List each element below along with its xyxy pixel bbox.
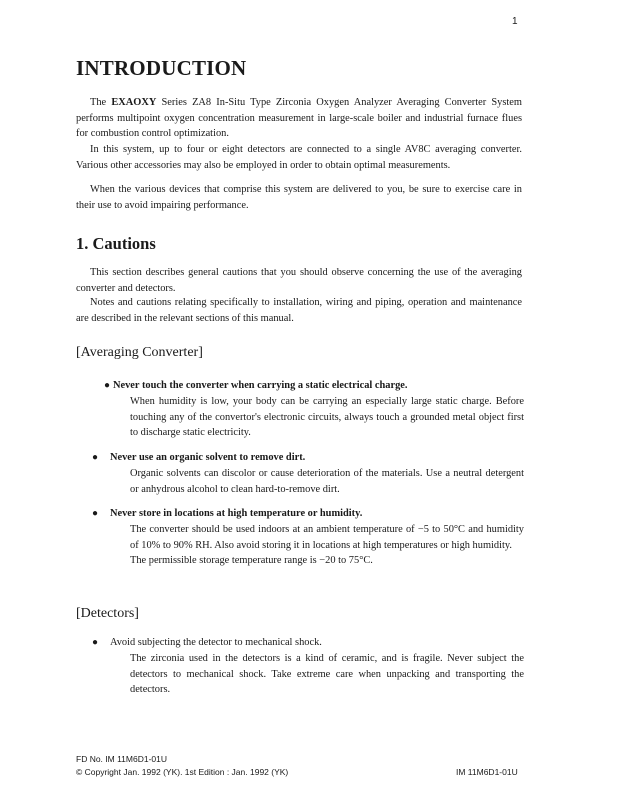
caution-item-heading: Never use an organic solvent to remove dirt. xyxy=(110,452,306,463)
footer-fd-number: FD No. IM 11M6D1-01U xyxy=(76,754,168,764)
cautions-paragraph-1: This section describes general cautions that you should observe concerning the use of the averaging converter and detectors. xyxy=(76,267,522,294)
caution-item-heading: Never store in locations at high temperature or humidity. xyxy=(110,508,363,519)
cautions-paragraph-2: Notes and cautions relating specifically to installation, wiring and piping, operation and maintenance are described in the relevant sections of this manual. xyxy=(76,297,522,324)
bullet-icon: ● xyxy=(92,637,99,648)
cautions-heading: 1. Cautions xyxy=(76,234,156,253)
caution-item-mechanical-shock xyxy=(92,635,524,698)
bullet-icon: ● xyxy=(92,452,99,463)
caution-item-body-storage-range: The permissible storage temperature range is −20 to 75°C. xyxy=(130,555,373,567)
intro-paragraph-1: The EXAOXY Series ZA8 In-Situ Type Zirconia Oxygen Analyzer Averaging Converter System performs multipoint oxygen concentration measurement in large-scale boiler and industrial furnace flues for combustion control optimization. xyxy=(76,97,522,140)
brand-name: EXAOXY xyxy=(111,97,157,108)
page-title: INTRODUCTION xyxy=(76,56,247,80)
caution-item-body: Organic solvents can discolor or cause deterioration of the materials. Use a neutral detergent or anhydrous alcohol to clean hard-to-remove dirt. xyxy=(130,467,524,495)
footer-document-id: IM 11M6D1-01U xyxy=(456,767,518,777)
caution-item-heading: Avoid subjecting the detector to mechanical shock. xyxy=(110,637,322,648)
caution-item-organic-solvent xyxy=(92,450,524,497)
bullet-icon: ● xyxy=(104,380,111,391)
caution-item-heading: Never touch the converter when carrying a static electrical charge. xyxy=(113,380,408,391)
caution-item-body: The converter should be used indoors at an ambient temperature of −5 to 50°C and humidity of 10% to 90% RH. Also avoid storing it in locations at high temperatures or high humidity. xyxy=(130,523,524,551)
caution-item-storage xyxy=(92,506,524,569)
intro-paragraph-3: When the various devices that comprise this system are delivered to you, be sure to exercise care in their use to avoid impairing performance. xyxy=(76,184,522,211)
detectors-heading: [Detectors] xyxy=(76,606,139,621)
bullet-icon: ● xyxy=(92,508,99,519)
caution-item-body: The zirconia used in the detectors is a kind of ceramic, and is fragile. Never subject the detectors to mechanical shock. Take extreme care when unpacking and transporting the detectors. xyxy=(130,652,524,696)
footer-copyright: © Copyright Jan. 1992 (YK). 1st Edition : Jan. 1992 (YK) xyxy=(76,767,289,777)
caution-item-static-charge xyxy=(104,378,524,441)
caution-item-body: When humidity is low, your body can be carrying an especially large static charge. Before touching any of the convertor's electronic circuits, always touch a grounded metal object first to discharge static electricity. xyxy=(130,395,524,439)
intro-paragraph-2: In this system, up to four or eight detectors are connected to a single AV8C averaging converter. Various other accessories may also be employed in order to obtain optimal measurements. xyxy=(76,144,522,171)
page-number: 1 xyxy=(512,16,518,27)
averaging-converter-heading: [Averaging Converter] xyxy=(76,345,203,360)
